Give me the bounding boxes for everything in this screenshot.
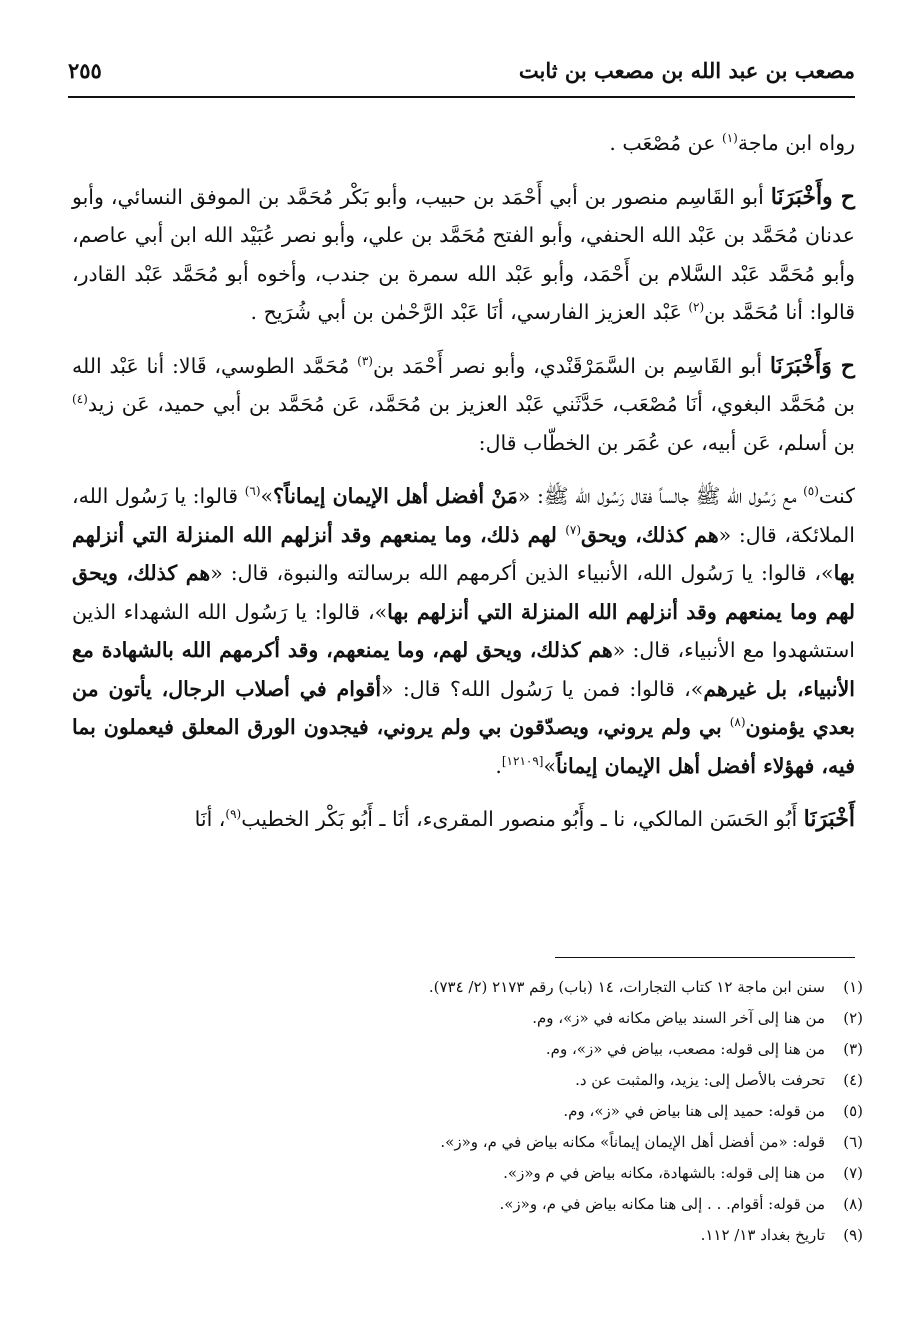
- footnote: [72, 1220, 863, 1251]
- text: ، أنَا: [194, 807, 226, 831]
- main-text: [72, 124, 855, 854]
- text: عن مُصْعَب .: [609, 131, 722, 155]
- footnote-ref: (٧): [565, 522, 582, 537]
- running-title: مصعب بن عبد الله بن مصعب بن ثابت: [518, 58, 855, 83]
- text: »، قالوا: يا رَسُول الله الشهداء الذين استشهدوا مع الأنبياء، قال: «: [72, 599, 855, 662]
- text: كنت: [818, 484, 855, 508]
- paragraph-3: [72, 347, 855, 463]
- text: »: [543, 753, 557, 778]
- footnote: [72, 1065, 863, 1096]
- footnote: [72, 1189, 863, 1220]
- footnote-number: (٣): [843, 1040, 863, 1058]
- footnotes: [72, 972, 863, 1251]
- footnote: [72, 1127, 863, 1158]
- footnote-number: (٢): [843, 1009, 863, 1027]
- footnote-text: تاريخ بغداد ١٣/ ١١٢.: [700, 1226, 825, 1244]
- footnote-text: من هنا إلى قوله: بالشهادة، مكانه بياض في م و«ز».: [503, 1164, 825, 1182]
- hadith-quote: هم كذلك، ويحق لهم وما يمنعهم وقد أنزلهم الله المنزلة التي أنزلهم بها: [72, 561, 855, 624]
- footnote-ref: (٦): [244, 484, 261, 499]
- footnote: [72, 1096, 863, 1127]
- footnote-number: (٧): [843, 1164, 863, 1182]
- paragraph-1: [72, 124, 855, 163]
- text: أَبُو الحَسَن المالكي، نا ـ وأَبُو منصور المقرىء، أنَا ـ أَبُو بَكْر الخطيب: [241, 807, 804, 831]
- footnote-text: من قوله: أقوام. . . إلى هنا مكانه بياض في م، و«ز».: [499, 1195, 825, 1213]
- hadith-quote: مَنْ أفضل أهل الإيمان إيماناً؟: [273, 484, 518, 508]
- footnote-text: تحرفت بالأصل إلى: يزيد، والمثبت عن د.: [575, 1071, 825, 1089]
- footnote: [72, 972, 863, 1003]
- footnote-number: (٦): [843, 1133, 863, 1151]
- footnote-separator: [555, 957, 855, 958]
- text: »، قالوا: يا رَسُول الله، الأنبياء الذين أكرمهم الله برسالته والنبوة، قال: «: [210, 561, 834, 585]
- paragraph-5: [72, 800, 855, 839]
- text: رواه ابن ماجة: [737, 131, 855, 155]
- text: بن أسلم، عَن أبيه، عن عُمَر بن الخطّاب قال:: [478, 430, 855, 455]
- isnad-lead: ح وَأَخْبَرَنَا: [769, 352, 856, 379]
- footnote: [72, 1158, 863, 1189]
- isnad-lead: ح وأَخْبَرَنَا: [770, 183, 855, 210]
- text: عَبْد العزيز الفارسي، أنَا عَبْد الرَّحْمٰن بن أبي شُرَيح .: [250, 300, 689, 324]
- isnad-lead: أَخْبَرَنَا: [803, 806, 855, 832]
- footnote-ref: (٣): [357, 353, 373, 368]
- footnote: [72, 1034, 863, 1065]
- footnote-number: (٤): [843, 1071, 863, 1089]
- footnote-text: من قوله: حميد إلى هنا بياض في «ز»، وم.: [563, 1102, 825, 1120]
- text: مع رَسُول الله ﷺ جالساً فقال رَسُول الله ﷺ: «: [517, 484, 804, 508]
- footnote-ref: (٩): [225, 807, 242, 822]
- footnote-text: من هنا إلى قوله: مصعب، بياض في «ز»، وم.: [545, 1040, 825, 1058]
- hadith-quote: هم كذلك، ويحق لهم، وما يمنعهم، وقد أكرمهم الله بالشهادة مع الأنبياء، بل غيرهم: [72, 638, 855, 701]
- hadith-quote: هم كذلك، ويحق: [581, 522, 719, 547]
- text: مُحَمَّد الطوسي، قَالا: أنا عَبْد الله بن مُحَمَّد البغوي، أنَا مُصْعَب، حَدَّثَني عَبْد العزيز بن مُحَمَّد، عَن مُحَمَّد بن أبي حميد، عَن زيد: [72, 353, 855, 416]
- paragraph-2: [72, 178, 855, 332]
- footnote-text: سنن ابن ماجة ١٢ كتاب التجارات، ١٤ (باب) رقم ٢١٧٣ (٢/ ٧٣٤).: [428, 978, 825, 996]
- footnote-text: قوله: «من أفضل أهل الإيمان إيماناً» مكانه بياض في م، و«ز».: [440, 1133, 825, 1151]
- footnote-number: (١): [843, 978, 863, 996]
- paragraph-4-hadith: [72, 477, 855, 785]
- footnote-text: من هنا إلى آخر السند بياض مكانه في «ز»، وم.: [532, 1009, 825, 1027]
- hadith-quote: بي ولم يروني، ويصدّقون بي ولم يروني، فيجدون الورق المعلق فيعملون بما فيه، فهؤلاء أفضل أهل الإيمان إيماناً: [72, 715, 855, 778]
- text: .: [495, 753, 502, 778]
- footnote-ref: (٥): [803, 484, 819, 499]
- header-rule: [68, 96, 855, 98]
- text: أبو القَاسِم منصور بن أبي أَحْمَد بن حبيب، وأبو بَكْر مُحَمَّد بن الموفق النسائي، وأبو عدنان مُحَمَّد بن عَبْد الله الحنفي، وأبو الفتح مُحَمَّد بن علي، وأبو نصر عُبَيْد الله ابن أبي عاصم، وأبو مُحَمَّد عَبْد السَّلام بن أَحْمَد، وأبو عَبْد الله سمرة بن جندب، وأخوه أبو مُحَمَّد عَبْد القادر، قالوا: أنا مُحَمَّد بن: [72, 184, 855, 324]
- hadith-quote: أقوام في أصلاب الرجال، يأتون من بعدي يؤمنون: [72, 676, 855, 739]
- text: »، قالوا: فمن يا رَسُول الله؟ قال: «: [381, 676, 704, 701]
- footnote-ref: (٤): [72, 392, 88, 407]
- hadith-number: [١٢١٠٩]: [501, 753, 544, 768]
- footnote-number: (٥): [843, 1102, 863, 1120]
- footnote-number: (٨): [843, 1195, 863, 1213]
- text: أبو القَاسِم بن السَّمَرْقَنْدي، وأبو نصر أَحْمَد بن: [372, 353, 770, 378]
- footnote-ref: (١): [722, 131, 738, 146]
- page-number: ٢٥٥: [68, 58, 102, 83]
- page-header: [68, 52, 855, 98]
- hadith-quote: لهم ذلك، وما يمنعهم وقد أنزلهم الله المنزلة التي أنزلهم بها: [72, 522, 855, 585]
- footnote: [72, 1003, 863, 1034]
- footnote-number: (٩): [843, 1226, 863, 1244]
- text: قالوا: يا رَسُول الله، الملائكة، قال: «: [72, 484, 855, 547]
- footnote-ref: (٨): [729, 715, 746, 730]
- footnote-ref: (٢): [688, 300, 705, 315]
- text: »: [260, 484, 274, 508]
